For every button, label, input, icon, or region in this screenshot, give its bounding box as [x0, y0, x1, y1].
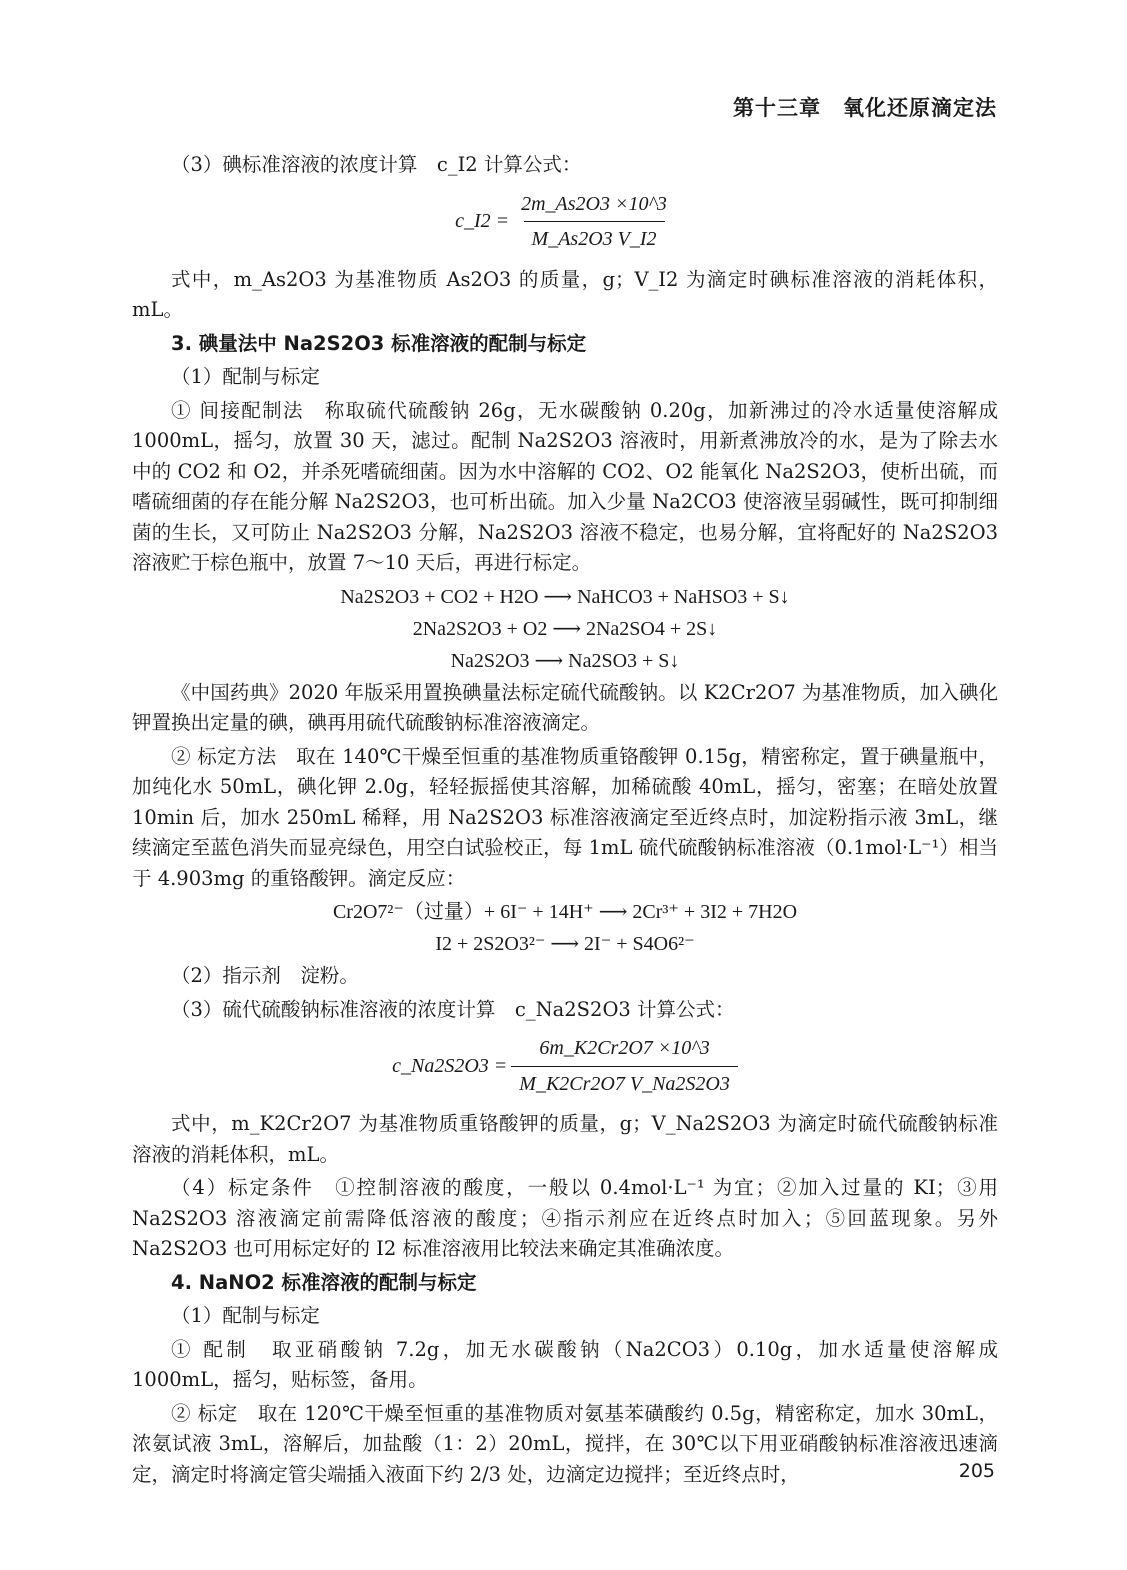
- subheading: （2）指示剂 淀粉。: [171, 964, 359, 987]
- formula-numerator: 6m_K2Cr2O7 ×10^3: [539, 1037, 710, 1059]
- formula-thiosulfate: [132, 1033, 998, 1099]
- formula-denominator: M_K2Cr2O7 V_Na2S2O3: [511, 1066, 738, 1100]
- reaction-equation: Na2S2O3 ⟶ Na2SO3 + S↓: [450, 649, 680, 672]
- paragraph: 式中，m_As2O3 为基准物质 As2O3 的质量，g；V_I2 为滴定时碘标准溶液的消耗体积，mL。: [132, 267, 998, 321]
- formula-fraction: [513, 189, 675, 255]
- paragraph: （3）碘标准溶液的浓度计算 c_I2 计算公式：: [171, 153, 582, 176]
- paragraph: ① 间接配制法 称取硫代硫酸钠 26g，无水碳酸钠 0.20g，加新沸过的冷水适量使溶解成 1000mL，摇匀，放置 30 天，滤过。配制 Na2S2O3 溶液时，用新煮沸放冷的水，是为了除去水中的 CO2 和 O2，并杀死嗜硫细菌。因为水中溶解的 CO2、O2 能氧化 Na2S2O3，使析出硫，而嗜硫细菌的存在能分解 Na2S2O3，也可析出硫。加入少量 Na2CO3 使溶液呈弱碱性，既可抑制细菌的生长，又可防止 Na2S2O3 分解，Na2S2O3 溶液不稳定，也易分解，宜将配好的 Na2S2O3 溶液贮于棕色瓶中，放置 7～10 天后，再进行标定。: [132, 398, 998, 574]
- paragraph: 式中，m_K2Cr2O7 为基准物质重铬酸钾的质量，g；V_Na2S2O3 为滴定时硫代硫酸钠标准溶液的消耗体积，mL。: [132, 1112, 998, 1166]
- paragraph: ② 标定方法 取在 140℃干燥至恒重的基准物质重铬酸钾 0.15g，精密称定，置于碘量瓶中，加纯化水 50mL，碘化钾 2.0g，轻轻振摇使其溶解，加稀硫酸 40mL，摇匀，密塞；在暗处放置 10min 后，加水 250mL 稀释，用 Na2S2O3 标准溶液滴定至近终点时，加淀粉指示液 3mL，继续滴定至蓝色消失而显亮绿色，用空白试验校正，每 1mL 硫代硫酸钠标准溶液（0.1mol·L⁻¹）相当于 4.903mg 的重铬酸钾。滴定反应：: [132, 744, 998, 890]
- section-heading: 3. 碘量法中 Na2S2O3 标准溶液的配制与标定: [171, 331, 587, 355]
- formula-denominator: M_As2O3 V_I2: [524, 221, 665, 255]
- reaction-equation: Cr2O7²⁻（过量）+ 6I⁻ + 14H⁺ ⟶ 2Cr³⁺ + 3I2 + 7H2O: [332, 901, 798, 923]
- paragraph: 《中国药典》2020 年版采用置换碘量法标定硫代硫酸钠。以 K2Cr2O7 为基准物质，加入碘化钾置换出定量的碘，碘再用硫代硫酸钠标准溶液滴定。: [132, 680, 998, 734]
- subheading: （1）配制与标定: [171, 365, 320, 388]
- chapter-header: 第十三章 氧化还原滴定法: [733, 96, 997, 120]
- paragraph: （4）标定条件 ①控制溶液的酸度，一般以 0.4mol·L⁻¹ 为宜；②加入过量的 KI；③用 Na2S2O3 溶液滴定前需降低溶液的酸度；④指示剂应在近终点时加入；⑤回蓝现象。另外 Na2S2O3 也可用标定好的 I2 标准溶液用比较法来确定其准确浓度。: [132, 1176, 998, 1260]
- formula-iodine: [132, 189, 998, 255]
- section-heading: 4. NaNO2 标准溶液的配制与标定: [171, 1270, 477, 1294]
- subheading: （3）硫代硫酸钠标准溶液的浓度计算 c_Na2S2O3 计算公式：: [171, 997, 735, 1021]
- page-body: [132, 150, 998, 1493]
- paragraph: ② 标定 取在 120℃干燥至恒重的基准物质对氨基苯磺酸约 0.5g，精密称定，加水 30mL，浓氨试液 3mL，溶解后，加盐酸（1：2）20mL，搅拌，在 30℃以下用亚硝酸钠标准溶液迅速滴定，滴定时将滴定管尖端插入液面下约 2/3 处，边滴定边搅拌；至近终点时，: [132, 1401, 998, 1486]
- reaction-equation: 2Na2S2O3 + O2 ⟶ 2Na2SO4 + 2S↓: [412, 617, 718, 640]
- paragraph: ① 配制 取亚硝酸钠 7.2g，加无水碳酸钠（Na2CO3）0.10g，加水适量使溶解成 1000mL，摇匀，贴标签，备用。: [132, 1337, 998, 1391]
- formula-left: c_I2 =: [455, 210, 510, 233]
- formula-left: c_Na2S2O3 =: [392, 1054, 508, 1077]
- reaction-equation: I2 + 2S2O3²⁻ ⟶ 2I⁻ + S4O6²⁻: [435, 933, 695, 955]
- formula-numerator: 2m_As2O3 ×10^3: [521, 192, 667, 215]
- reaction-equation: Na2S2O3 + CO2 + H2O ⟶ NaHCO3 + NaHSO3 + S↓: [340, 585, 790, 608]
- page-number: 205: [958, 1460, 995, 1482]
- subheading: （1）配制与标定: [171, 1304, 320, 1327]
- formula-fraction: [511, 1033, 738, 1099]
